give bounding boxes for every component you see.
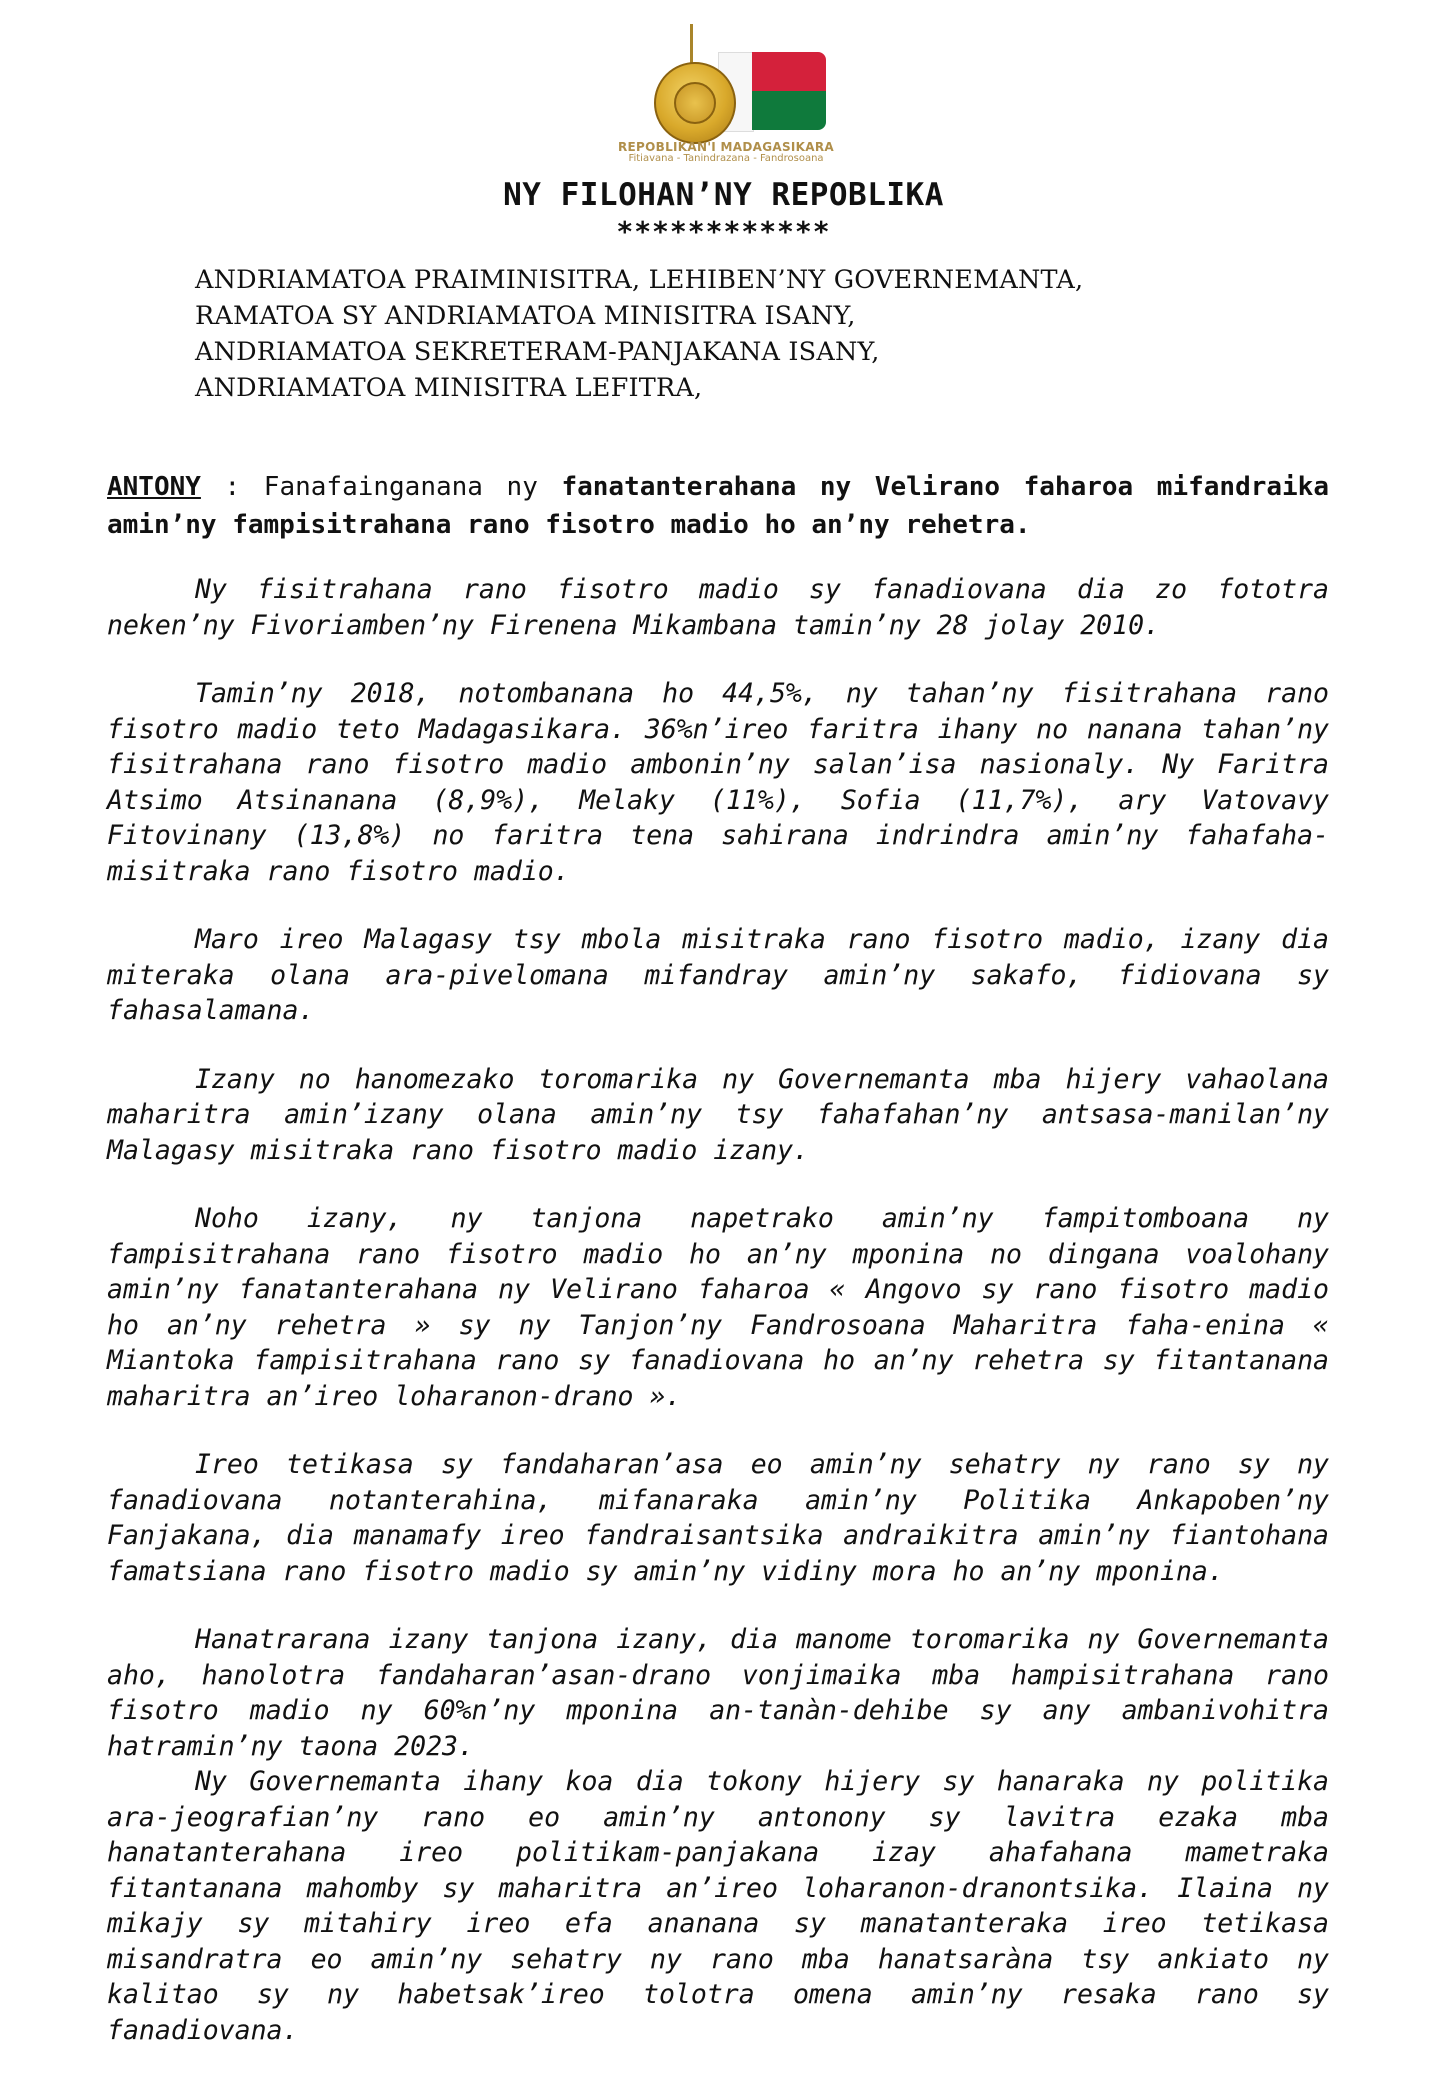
body-paragraph: Izany no hanomezako toromarika ny Governemanta mba hijery vahaolana maharitra amin’izany olana amin’ny tsy fahafahan’ny antsasa-manilan’ny Malagasy misitraka rano fisotro madio izany.: [107, 1063, 1329, 1166]
emblem-title: REPOBLIKAN'I MADAGASIKARA: [618, 140, 834, 154]
body-paragraph: Tamin’ny 2018, notombanana ho 44,5%, ny tahan’ny fisitrahana rano fisotro madio teto Madagasikara. 36%n’ireo faritra ihany no nanana tahan’ny fisitrahana rano fisotro madio ambonin’ny salan’isa nasionaly. Ny Faritra Atsimo Atsinanana (8,9%), Melaky (11%), Sofia (11,7%), ary Vatovavy Fitovinany (13,8%) no faritra tena sahirana indrindra amin’ny fahafaha-misitraka rano fisotro madio.: [107, 678, 1329, 887]
subject-bold-text: fanatanterahana ny Velirano faharoa mifandraika amin’ny fampisitrahana rano fisotro madio ho an’ny rehetra.: [107, 472, 1329, 540]
body-paragraph: Noho izany, ny tanjona napetrako amin’ny fampitomboana ny fampisitrahana rano fisotro madio ho an’ny mponina no dingana voalohany amin’ny fanatanterahana ny Velirano faharoa « Angovo sy rano fisotro madio ho an’ny rehetra » sy ny Tanjon’ny Fandrosoana Maharitra faha-enina « Miantoka fampisitrahana rano sy fanadiovana ho an’ny rehetra sy fitantanana maharitra an’ireo loharanon-drano ».: [107, 1203, 1329, 1412]
republic-emblem: [640, 20, 860, 160]
subject-label: ANTONY: [107, 472, 201, 502]
subject-plain-text: Fanafainganana ny: [263, 472, 562, 502]
subject-line: [107, 468, 1329, 544]
body-paragraph: Hanatrarana izany tanjona izany, dia manome toromarika ny Governemanta aho, hanolotra fandaharan’asan-drano vonjimaika mba hampisitrahana rano fisotro madio ny 60%n’ny mponina an-tanàn-dehibe sy any ambanivohitra hatramin’ny taona 2023.: [107, 1624, 1329, 1762]
page-title: NY FILOHAN’NY REPOBLIKA: [503, 177, 944, 213]
addressee-line: ANDRIAMATOA SEKRETERAM-PANJAKANA ISANY,: [195, 337, 880, 367]
subject-separator: :: [200, 472, 264, 502]
emblem-motto: Fitiavana - Tanindrazana - Fandrosoana: [628, 153, 824, 164]
addressee-line: RAMATOA SY ANDRIAMATOA MINISITRA ISANY,: [195, 301, 856, 331]
body-paragraph: Maro ireo Malagasy tsy mbola misitraka rano fisotro madio, izany dia miteraka olana ara-pivelomana mifandray amin’ny sakafo, fidiovana sy fahasalamana.: [107, 924, 1329, 1026]
letter-body: [107, 572, 1329, 2081]
addressees-block: [195, 262, 1295, 406]
national-seal-icon: [654, 62, 736, 144]
body-paragraph: Ny fisitrahana rano fisotro madio sy fanadiovana dia zo fototra neken’ny Fivoriamben’ny Firenena Mikambana tamin’ny 28 jolay 2010.: [107, 574, 1329, 641]
title-separator: ************: [616, 215, 831, 248]
body-paragraph: Ny Governemanta ihany koa dia tokony hijery sy hanaraka ny politika ara-jeografian’ny rano eo amin’ny antonony sy lavitra ezaka mba hanatanterahana ireo politikam-panjakana izay ahafahana mametraka fitantanana mahomby sy maharitra an’ireo loharanon-dranontsika. Ilaina ny mikajy sy mitahiry ireo efa ananana sy manatanteraka ireo tetikasa misandratra eo amin’ny sehatry ny rano mba hanatsaràna tsy ankiato ny kalitao sy ny habetsak’ireo tolotra omena amin’ny resaka rano sy fanadiovana.: [107, 1766, 1329, 2046]
addressee-line: ANDRIAMATOA MINISITRA LEFITRA,: [195, 373, 703, 403]
body-paragraph: Ireo tetikasa sy fandaharan’asa eo amin’ny sehatry ny rano sy ny fanadiovana notanterahina, mifanaraka amin’ny Politika Ankapoben’ny Fanjakana, dia manamafy ireo fandraisantsika andraikitra amin’ny fiantohana famatsiana rano fisotro madio sy amin’ny vidiny mora ho an’ny mponina.: [107, 1449, 1329, 1587]
addressee-line: ANDRIAMATOA PRAIMINISITRA, LEHIBEN’NY GOVERNEMANTA,: [195, 265, 1084, 295]
